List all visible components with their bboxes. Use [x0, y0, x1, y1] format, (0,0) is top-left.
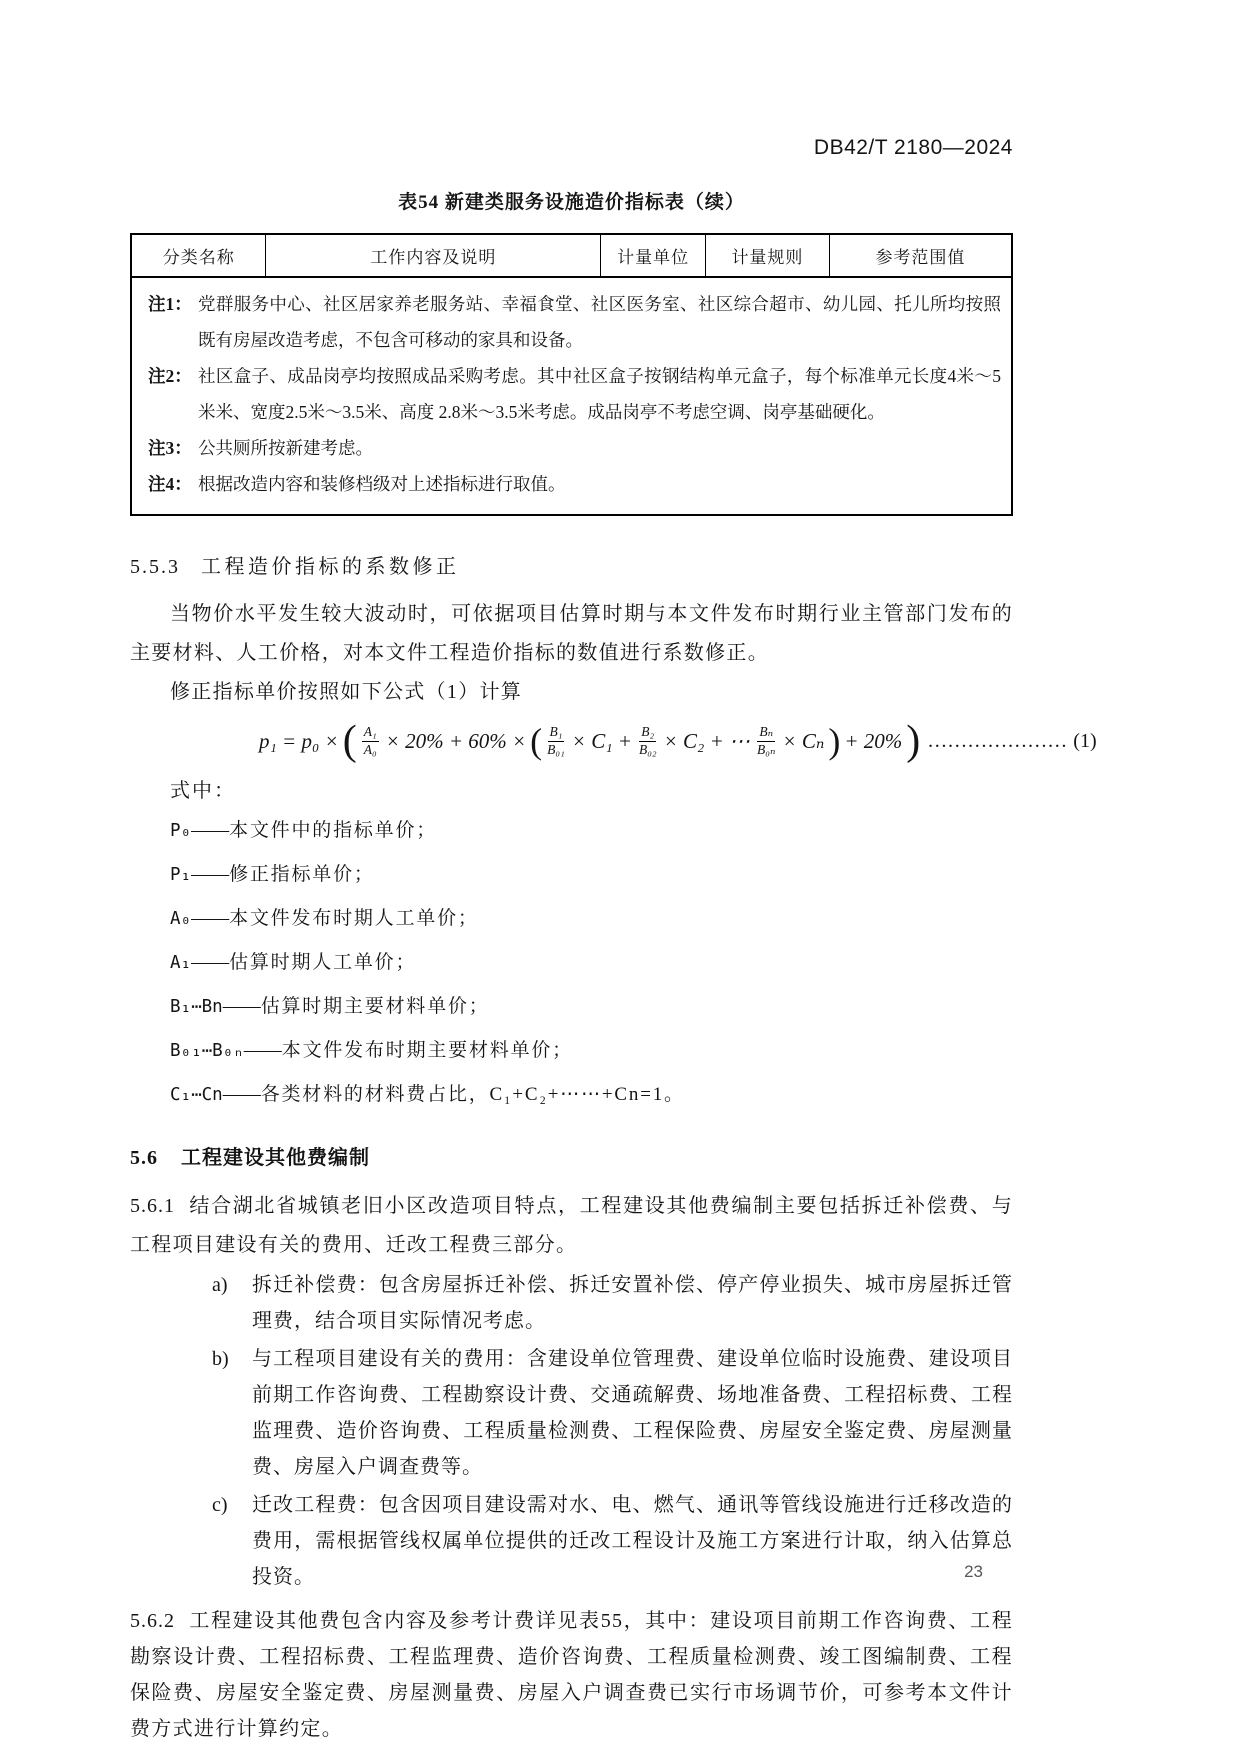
definition-a0-symbol: A₀	[170, 909, 192, 929]
note-3-text: 公共厕所按新建考虑。	[198, 438, 373, 458]
fraction-b1-numerator: B₁	[548, 724, 565, 742]
list-item-b-label: b)	[212, 1348, 229, 1370]
table-note-3	[148, 430, 1001, 466]
definition-a0-text: 本文件发布时期人工单价；	[229, 908, 479, 929]
formula-equation-number: (1)	[1073, 729, 1097, 752]
formula-mid-4: × Cₙ	[782, 728, 825, 753]
definition-c1-cn	[170, 1073, 1013, 1117]
definition-a1	[170, 941, 1013, 985]
table-col-unit: 计量单位	[601, 235, 706, 276]
clause-562-number: 5.6.2	[130, 1610, 175, 1632]
note-2-text: 社区盒子、成品岗亭均按照成品采购考虑。其中社区盒子按钢结构单元盒子，每个标准单元长度4米～5米米、宽度2.5米～3.5米、高度 2.8米～3.5米考虑。成品岗亭不考虑空调、岗亭基础硬化。	[198, 366, 1001, 422]
note-4-label: 注4：	[148, 474, 192, 494]
section-56-heading	[130, 1141, 1013, 1170]
fraction-bn-numerator: Bₙ	[757, 724, 775, 742]
formula-mid-5: + 20%	[844, 728, 903, 753]
note-3-label: 注3：	[148, 438, 192, 458]
list-item-c	[212, 1487, 1013, 1595]
definition-b01-b0n-symbol: B₀₁⋯B₀ₙ	[170, 1041, 244, 1061]
list-item-a	[212, 1267, 1013, 1339]
table-col-rule: 计量规则	[706, 235, 830, 276]
table-note-2	[148, 358, 1001, 430]
section-553-number: 5.5.3	[130, 556, 180, 578]
definition-b01-b0n	[170, 1029, 1013, 1073]
list-item-a-label: a)	[212, 1274, 228, 1296]
definition-b01-b0n-text: 本文件发布时期主要材料单价；	[281, 1040, 573, 1061]
definition-p1-symbol: P₁	[170, 865, 192, 885]
definition-c1-cn-text: 各类材料的材料费占比，C₁+C₂+⋯⋯+Cn=1。	[260, 1084, 685, 1105]
formula-1	[256, 718, 1097, 764]
para-562	[130, 1603, 1013, 1747]
clause-561-items	[130, 1267, 1013, 1595]
formula-mid-2: × C₁ +	[571, 728, 632, 753]
formula-close-paren-inner: )	[828, 721, 841, 761]
list-item-b-text: 与工程项目建设有关的费用：含建设单位管理费、建设单位临时设施费、建设项目前期工作咨询费、工程勘察设计费、交通疏解费、场地准备费、工程招标费、工程监理费、造价咨询费、工程质量检测费、工程保险费、房屋安全鉴定费、房屋测量费、房屋入户调查费等。	[252, 1348, 1013, 1478]
formula-where-label: 式中：	[170, 780, 236, 802]
definition-a1-symbol: A₁	[170, 953, 192, 973]
doc-number: DB42/T 2180—2024	[813, 136, 1013, 159]
definition-p0-text: 本文件中的指标单价；	[229, 820, 438, 841]
definition-b1-bn-text: 估算时期主要材料单价；	[260, 996, 490, 1017]
section-56-number: 5.6	[130, 1147, 158, 1169]
section-553-title: 工程造价指标的系数修正	[201, 556, 460, 578]
formula-mid-1: × 20% + 60% ×	[385, 728, 527, 753]
definition-b1-bn	[170, 985, 1013, 1029]
definition-a1-text: 估算时期人工单价；	[229, 952, 417, 973]
note-4-text: 根据改造内容和装修档级对上述指标进行取值。	[198, 474, 566, 494]
table-notes-area	[132, 278, 1011, 514]
definition-a0	[170, 897, 1013, 941]
clause-562-text: 工程建设其他费包含内容及参考计费详见表55，其中：建设项目前期工作咨询费、工程勘察设计费、工程招标费、工程监理费、造价咨询费、工程质量检测费、竣工图编制费、工程保险费、房屋安全鉴定费、房屋测量费、房屋入户调查费已实行市场调节价，可参考本文件计费方式进行计算约定。	[130, 1610, 1013, 1740]
table-col-work-content: 工作内容及说明	[266, 235, 601, 276]
definition-c1-cn-dash: ——	[222, 1084, 261, 1105]
definition-p1-text: 修正指标单价；	[229, 864, 375, 885]
fraction-b2-numerator: B₂	[639, 724, 656, 742]
fraction-a-numerator: A₁	[362, 724, 379, 742]
section-553-heading	[130, 550, 1013, 579]
note-2-label: 注2：	[148, 366, 192, 386]
formula-fraction-b1	[547, 724, 565, 759]
definition-p1	[170, 853, 1013, 897]
formula-open-paren-outer: (	[342, 718, 357, 764]
list-item-a-text: 拆迁补偿费：包含房屋拆迁补偿、拆迁安置补偿、停产停业损失、城市房屋拆迁管理费，结合项目实际情况考虑。	[252, 1274, 1013, 1332]
note-1-label: 注1：	[148, 294, 192, 314]
clause-561-text: 结合湖北省城镇老旧小区改造项目特点，工程建设其他费编制主要包括拆迁补偿费、与工程项目建设有关的费用、迁改工程费三部分。	[130, 1195, 1013, 1256]
section-56-title: 工程建设其他费编制	[181, 1147, 370, 1169]
list-item-c-text: 迁改工程费：包含因项目建设需对水、电、燃气、通讯等管线设施进行迁移改造的费用，需根据管线权属单位提供的迁改工程设计及施工方案进行计取，纳入估算总投资。	[252, 1494, 1013, 1588]
table-title: 表54 新建类服务设施造价指标表（续）	[398, 192, 745, 213]
definition-c1-cn-symbol: C₁⋯Cn	[170, 1085, 223, 1105]
formula-mid-3: × C₂ + ⋯	[663, 728, 750, 753]
table-note-4	[148, 466, 1001, 502]
definition-b1-bn-symbol: B₁⋯Bn	[170, 997, 223, 1017]
table-header-row	[132, 235, 1011, 278]
table-col-reference-range: 参考范围值	[875, 248, 966, 267]
para-553-intro: 当物价水平发生较大波动时，可依据项目估算时期与本文件发布时期行业主管部门发布的主要材料、人工价格，对本文件工程造价指标的数值进行系数修正。	[130, 603, 1013, 664]
fraction-b1-denominator: B₀₁	[547, 741, 565, 757]
note-1-text: 党群服务中心、社区居家养老服务站、幸福食堂、社区医务室、社区综合超市、幼儿园、托儿所均按照既有房屋改造考虑，不包含可移动的家具和设备。	[198, 294, 1001, 350]
formula-lhs: p₁ = p₀ ×	[259, 728, 339, 753]
para-561	[130, 1187, 1013, 1265]
formula-fraction-b2	[639, 724, 657, 759]
definition-a1-dash: ——	[191, 952, 230, 973]
definition-p0-symbol: P₀	[170, 821, 192, 841]
list-item-c-label: c)	[212, 1494, 228, 1516]
page-number: 23	[964, 1562, 983, 1581]
definition-p0	[170, 809, 1013, 853]
formula-dot-leader: …………………	[927, 729, 1068, 752]
table-col-category: 分类名称	[132, 235, 266, 276]
table-note-1	[148, 286, 1001, 358]
indicator-table	[130, 233, 1013, 516]
para-553-formula-lead: 修正指标单价按照如下公式（1）计算	[170, 681, 523, 703]
definition-p1-dash: ——	[191, 864, 230, 885]
list-item-b	[212, 1341, 1013, 1485]
definition-a0-dash: ——	[191, 908, 230, 929]
formula-open-paren-inner: (	[530, 721, 543, 761]
formula-fraction-bn	[757, 724, 775, 759]
fraction-a-denominator: A₀	[363, 741, 377, 757]
definition-b1-bn-dash: ——	[222, 996, 261, 1017]
formula-fraction-a	[362, 724, 379, 759]
symbol-definitions	[130, 809, 1013, 1117]
fraction-bn-denominator: B₀ₙ	[757, 741, 776, 757]
definition-b01-b0n-dash: ——	[243, 1040, 282, 1061]
clause-561-number: 5.6.1	[130, 1195, 175, 1217]
fraction-b2-denominator: B₀₂	[638, 741, 657, 757]
formula-close-paren-outer: )	[906, 718, 921, 764]
definition-p0-dash: ——	[191, 820, 230, 841]
